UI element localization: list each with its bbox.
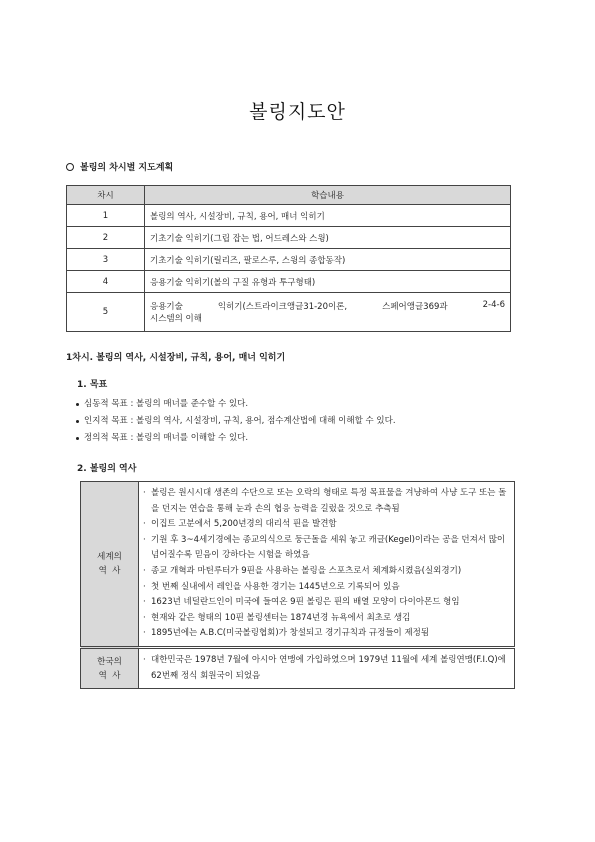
- row-content: 볼링의 역사, 시설장비, 규칙, 용어, 매너 익히기: [145, 205, 511, 227]
- history-text: 대한민국은 1978년 7월에 아시아 연맹에 가입하였으며 1979년 11월에 세계 볼링연맹(F.I.Q)에 62번째 정식 회원국이 되었음: [151, 654, 506, 681]
- goals-heading: 1. 목표: [77, 380, 108, 390]
- table-row: [67, 227, 511, 249]
- list-item: · 볼링은 원시시대 생존의 수단으로 또는 오락의 형태로 특정 목표물을 겨냥하여 사냥 도구 또는 돌을 던지는 연습을 통해 눈과 손의 협응 능력을 길렀을 것으로 추측됨: [143, 486, 508, 517]
- lesson-plan-table: [66, 185, 511, 332]
- list-item: [76, 396, 396, 413]
- list-item: [76, 413, 396, 430]
- list-item: · 대한민국은 1978년 7월에 아시아 연맹에 가입하였으며 1979년 11월에 세계 볼링연맹(F.I.Q)에 62번째 정식 회원국이 되었음: [143, 653, 508, 684]
- history-heading: 2. 볼링의 역사: [77, 464, 137, 474]
- list-item: · 기원 후 3~4세기경에는 종교의식으로 둥근돌을 세워 놓고 캐글(Kegel)이라는 공을 던져서 많이 넘어질수록 믿음이 강하다는 시험을 하였음: [143, 533, 508, 564]
- row-content: 기초기술 익히기(릴리즈, 팔로스루, 스윙의 종합동작): [145, 249, 511, 271]
- row-content-part: 응용기술: [150, 302, 183, 312]
- goal-text: 정의적 목표 : 볼링의 매너를 이해할 수 있다.: [84, 433, 249, 443]
- plan-heading: [66, 160, 173, 173]
- row-content: [145, 293, 511, 332]
- lesson1-heading: 1차시. 볼링의 역사, 시설장비, 규칙, 용어, 매너 익히기: [66, 353, 286, 363]
- list-item: · 1895년에는 A.B.C(미국볼링협회)가 창설되고 경기규칙과 규정들이 제정됨: [143, 626, 508, 642]
- table-row: [81, 647, 515, 688]
- bullet-icon: [76, 403, 79, 406]
- row-content-part: 2-4-6: [482, 300, 505, 310]
- row-number: 1: [67, 205, 145, 227]
- table-row: [81, 482, 515, 648]
- history-text: 이집트 고분에서 5,200년경의 대리석 핀을 발견함: [151, 519, 337, 530]
- goal-text: 심동적 목표 : 볼링의 매너를 준수할 수 있다.: [84, 399, 249, 409]
- circle-bullet-icon: [66, 163, 74, 171]
- world-history-label: [81, 482, 139, 648]
- list-item: · 이집트 고분에서 5,200년경의 대리석 핀을 발견함: [143, 517, 508, 533]
- list-item: · 종교 개혁과 마틴루터가 9핀을 사용하는 볼링을 스포츠로서 체계화시켰음(실외경기): [143, 564, 508, 580]
- list-item: · 1623년 네덜란드인이 미국에 들여온 9핀 볼링은 핀의 배열 모양이 다이아몬드 형임: [143, 595, 508, 611]
- table-row: [67, 249, 511, 271]
- row-content-part: 익히기(스트라이크앵글31-20이론,: [217, 302, 348, 312]
- row-content-part: 스페어앵글369과: [382, 302, 448, 312]
- label-line: 세계의: [97, 551, 122, 562]
- label-line: 역 사: [98, 670, 121, 681]
- label-line: 역 사: [98, 565, 121, 576]
- history-text: 기원 후 3~4세기경에는 종교의식으로 둥근돌을 세워 놓고 캐글(Kegel)이라는 공을 던져서 많이 넘어질수록 믿음이 강하다는 시험을 하였음: [151, 534, 506, 561]
- goals-list: [76, 396, 396, 447]
- table-header-row: [67, 186, 511, 205]
- header-content: 학습내용: [145, 186, 511, 205]
- table-row: [67, 205, 511, 227]
- header-session: 차시: [67, 186, 145, 205]
- korea-history-items: [139, 647, 515, 688]
- history-text: 종교 개혁과 마틴루터가 9핀을 사용하는 볼링을 스포츠로서 체계화시켰음(실외경기): [151, 565, 462, 576]
- page-title: 볼링지도안: [249, 101, 346, 123]
- row-number: 2: [67, 227, 145, 249]
- row-number: 3: [67, 249, 145, 271]
- list-item: · 현재와 같은 형태의 10핀 볼링센터는 1874년경 뉴욕에서 최초로 생김: [143, 611, 508, 627]
- history-text: 볼링은 원시시대 생존의 수단으로 또는 오락의 형태로 특정 목표물을 겨냥하여 사냥 도구 또는 돌을 던지는 연습을 통해 눈과 손의 협응 능력을 길렀을 것으로 추측됨: [151, 488, 507, 514]
- history-text: 1623년 네덜란드인이 미국에 들여온 9핀 볼링은 핀의 배열 모양이 다이아몬드 형임: [151, 597, 460, 608]
- row-content: 기초기술 익히기(그립 잡는 법, 어드레스와 스윙): [145, 227, 511, 249]
- row-number: 4: [67, 271, 145, 293]
- bullet-icon: [76, 420, 79, 423]
- plan-heading-text: 볼링의 차시별 지도계획: [80, 163, 174, 173]
- history-text: 첫 번째 실내에서 레인을 사용한 경기는 1445년으로 기록되어 있음: [151, 581, 400, 592]
- row-content-line: [150, 300, 505, 312]
- history-text: 현재와 같은 형태의 10핀 볼링센터는 1874년경 뉴욕에서 최초로 생김: [151, 612, 411, 623]
- table-row: [67, 271, 511, 293]
- korea-history-label: [81, 647, 139, 688]
- table-row: [67, 293, 511, 332]
- row-content: 응용기술 익히기(볼의 구질 유형과 투구형태): [145, 271, 511, 293]
- world-history-items: [139, 482, 515, 648]
- list-item: [76, 430, 396, 447]
- history-table: [80, 481, 515, 689]
- label-line: 한국의: [97, 656, 122, 667]
- row-content-part: 시스템의 이해: [150, 314, 202, 324]
- list-item: · 첫 번째 실내에서 레인을 사용한 경기는 1445년으로 기록되어 있음: [143, 580, 508, 596]
- bullet-icon: [76, 437, 79, 440]
- history-text: 1895년에는 A.B.C(미국볼링협회)가 창설되고 경기규칙과 규정들이 제정됨: [151, 628, 430, 639]
- goal-text: 인지적 목표 : 볼링의 역사, 시설장비, 규칙, 용어, 점수계산법에 대해 이해할 수 있다.: [84, 416, 396, 426]
- row-number: 5: [67, 293, 145, 332]
